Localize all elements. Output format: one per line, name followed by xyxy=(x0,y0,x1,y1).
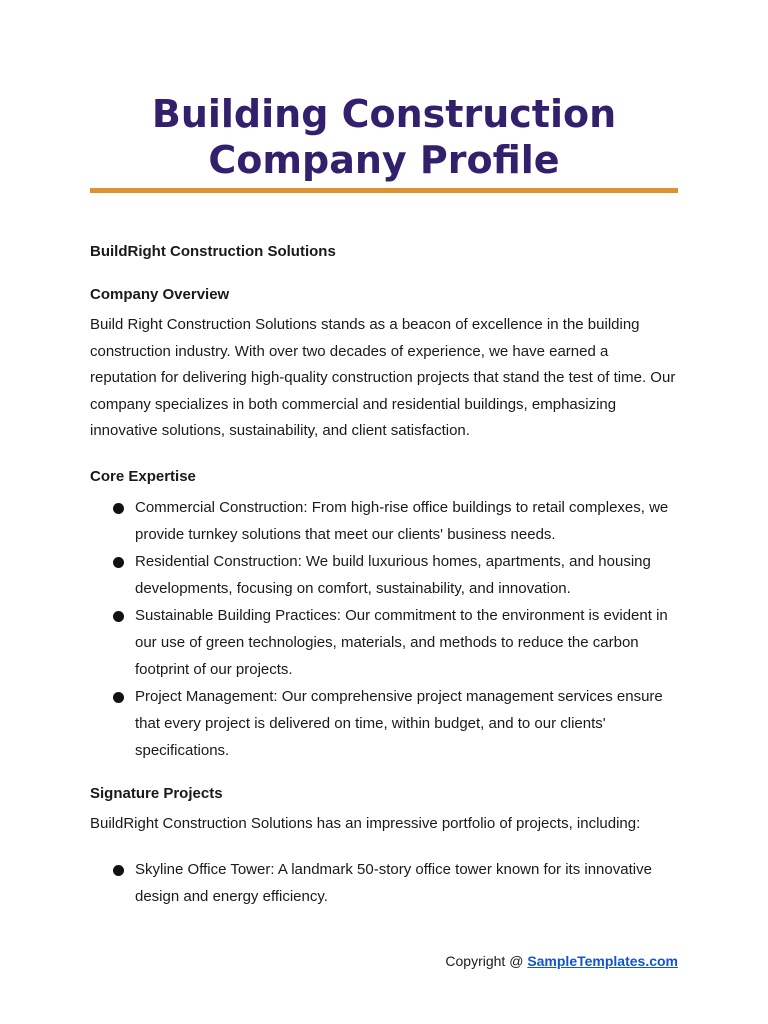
list-item-text: Skyline Office Tower: A landmark 50-story office tower known for its innovative design and energy efficiency. xyxy=(135,860,652,905)
core-expertise-heading: Core Expertise xyxy=(90,468,196,485)
page-title xyxy=(90,91,678,183)
copyright-footer xyxy=(445,953,678,970)
list-item xyxy=(90,548,678,602)
sampletemplates-link[interactable]: SampleTemplates.com xyxy=(527,953,678,969)
list-item xyxy=(90,602,678,683)
copyright-text: Copyright @ xyxy=(445,953,528,969)
signature-projects-heading: Signature Projects xyxy=(90,785,223,802)
list-item xyxy=(90,856,678,910)
core-expertise-section xyxy=(90,468,678,764)
list-item-text: Commercial Construction: From high-rise office buildings to retail complexes, we provide turnkey solutions that meet our clients' business needs. xyxy=(135,499,669,543)
title-line-1: Building Construction xyxy=(151,92,617,136)
list-item-text: Sustainable Building Practices: Our commitment to the environment is evident in our use of green technologies, materials, and methods to reduce the carbon footprint of our projects. xyxy=(135,607,668,678)
bullet-icon xyxy=(113,503,124,514)
company-overview-section xyxy=(90,286,678,445)
list-item-text: Residential Construction: We build luxurious homes, apartments, and housing developments, focusing on comfort, sustainability, and innovation. xyxy=(135,553,651,597)
list-item-text: Project Management: Our comprehensive project management services ensure that every project is delivered on time, within budget, and to our clients' specifications. xyxy=(135,688,663,759)
signature-projects-section xyxy=(90,785,678,910)
core-expertise-list xyxy=(90,494,678,764)
title-divider xyxy=(90,188,678,193)
company-overview-heading: Company Overview xyxy=(90,286,230,303)
bullet-icon xyxy=(113,557,124,568)
title-line-2: Company Profile xyxy=(208,138,560,182)
signature-projects-list xyxy=(90,856,678,910)
company-name: BuildRight Construction Solutions xyxy=(90,243,336,260)
company-overview-body: Build Right Construction Solutions stands as a beacon of excellence in the building construction industry. With over two decades of experience, we have earned a reputation for delivering high-quality construction projects that stand the test of time. Our company specializes in both commercial and residential buildings, emphasizing innovative solutions, sustainability, and client satisfaction. xyxy=(90,316,676,440)
signature-projects-intro: BuildRight Construction Solutions has an impressive portfolio of projects, including: xyxy=(90,815,641,832)
list-item xyxy=(90,683,678,764)
list-item xyxy=(90,494,678,548)
bullet-icon xyxy=(113,692,124,703)
bullet-icon xyxy=(113,611,124,622)
bullet-icon xyxy=(113,865,124,876)
